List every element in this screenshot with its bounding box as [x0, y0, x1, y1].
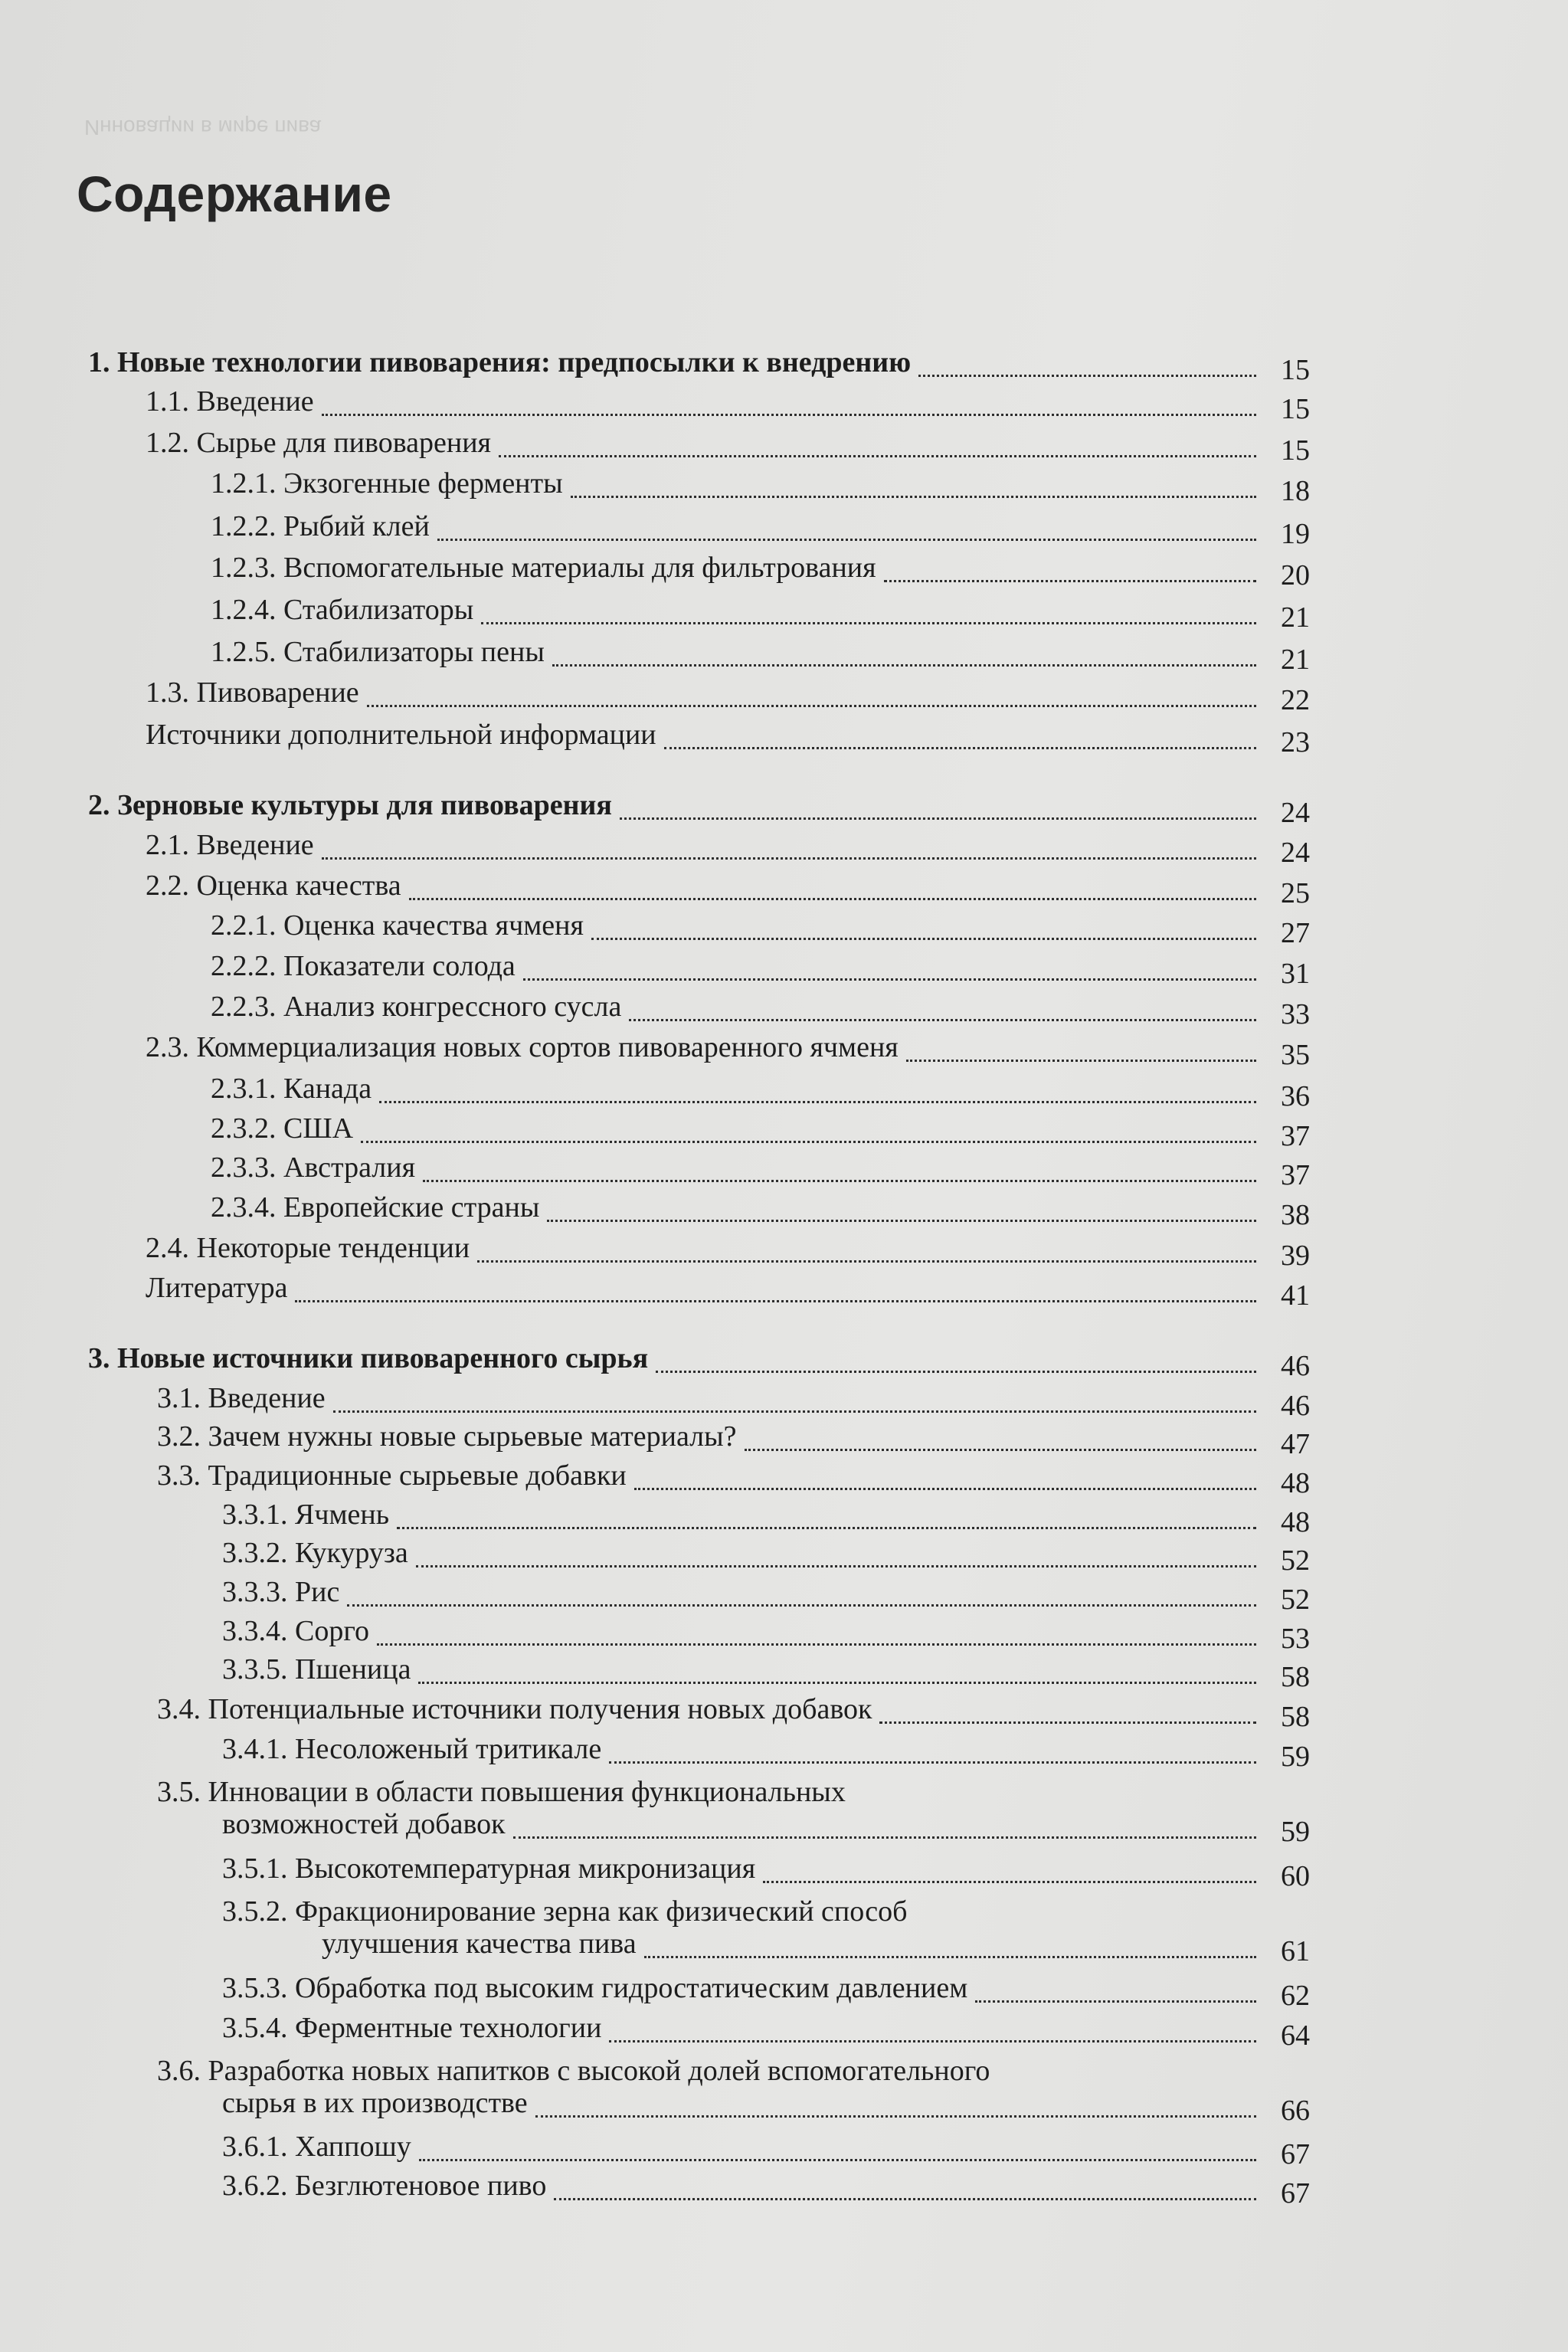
toc-page-number: 22: [1281, 684, 1310, 716]
toc-entry-label: 2. Зерновые культуры для пивоварения: [88, 789, 612, 821]
dot-leader: [347, 1604, 1256, 1607]
toc-page-number: 24: [1281, 797, 1310, 829]
toc-entry-label: 2.4. Некоторые тенденции: [146, 1232, 470, 1264]
toc-entry-label: 1.2.3. Вспомогательные материалы для фильтрования: [211, 552, 876, 584]
toc-page-number: 36: [1281, 1080, 1310, 1112]
toc-entry[interactable]: [0, 862, 1333, 909]
dot-leader: [499, 455, 1256, 457]
toc-entry[interactable]: [0, 1224, 1333, 1272]
toc-entry[interactable]: [0, 942, 1333, 990]
toc-entry-label: 1.2.1. Экзогенные ферменты: [211, 467, 563, 500]
toc-entry-label: 1.3. Пивоварение: [146, 676, 359, 709]
toc-entry-label: Источники дополнительной информации: [146, 719, 656, 751]
dot-leader: [884, 580, 1256, 582]
dot-leader: [379, 1101, 1256, 1103]
dot-leader: [591, 938, 1256, 940]
dot-leader: [745, 1449, 1256, 1451]
toc-entry[interactable]: [0, 2162, 1333, 2210]
dot-leader: [419, 2159, 1256, 2161]
toc-page-number: 38: [1281, 1199, 1310, 1231]
toc-entry-label: 2.3.2. США: [211, 1112, 354, 1145]
toc-entry[interactable]: [0, 419, 1333, 467]
toc-page-number: 58: [1281, 1661, 1310, 1693]
dot-leader: [523, 978, 1256, 981]
toc-page-number: 31: [1281, 958, 1310, 990]
toc-entry[interactable]: [0, 983, 1333, 1030]
dot-leader: [322, 857, 1256, 860]
toc-page-number: 47: [1281, 1428, 1310, 1460]
toc-page-number: 59: [1281, 1816, 1310, 1848]
toc-entry[interactable]: [0, 544, 1333, 591]
toc-entry-label: 3.6.1. Хаппошу: [222, 2131, 411, 2163]
toc-entry[interactable]: [0, 1964, 1333, 2012]
toc-entry[interactable]: [0, 628, 1333, 676]
dot-leader: [513, 1836, 1256, 1839]
toc-page-number: 15: [1281, 434, 1310, 467]
toc-page-number: 24: [1281, 837, 1310, 869]
dot-leader: [477, 1260, 1256, 1263]
toc-page-number: 53: [1281, 1623, 1310, 1655]
toc-entry[interactable]: [0, 503, 1333, 550]
toc-entry-label: 3.2. Зачем нужны новые сырьевые материалы?: [157, 1420, 737, 1453]
toc-entry[interactable]: [0, 1264, 1333, 1312]
toc-entry[interactable]: [0, 1024, 1333, 1071]
toc-entry-label: Литература: [146, 1272, 288, 1304]
toc-page-number: 60: [1281, 1860, 1310, 1892]
toc-entry-label: 1. Новые технологии пивоварения: предпосылки к внедрению: [88, 346, 912, 378]
page-title: Содержание: [77, 165, 392, 222]
dot-leader: [295, 1300, 1256, 1302]
toc-page-number: 52: [1281, 1584, 1310, 1616]
toc-entry-continuation: улучшения качества пива: [322, 1928, 637, 1960]
dot-leader: [656, 1371, 1256, 1373]
toc-page-number: 27: [1281, 917, 1310, 949]
toc-entry-label: 2.2.2. Показатели солода: [211, 950, 516, 982]
toc-page-number: 25: [1281, 877, 1310, 909]
toc-entry-label: 1.2.5. Стабилизаторы пены: [211, 636, 545, 668]
toc-entry-label: 3.6.2. Безглютеновое пиво: [222, 2170, 547, 2202]
toc-page-number: 18: [1281, 475, 1310, 507]
toc-entry-label: 2.3. Коммерциализация новых сортов пивоваренного ячменя: [146, 1031, 899, 1063]
toc-page-number: 21: [1281, 601, 1310, 634]
toc-chapter-entry[interactable]: [0, 781, 1333, 829]
toc-entry-label: 3.5.1. Высокотемпературная микронизация: [222, 1852, 756, 1885]
toc-entry-label: 2.2.3. Анализ конгрессного сусла: [211, 991, 622, 1023]
toc-page-number: 41: [1281, 1279, 1310, 1312]
toc-entry[interactable]: [0, 460, 1333, 507]
toc-page-number: 58: [1281, 1701, 1310, 1733]
toc-entry[interactable]: [0, 1144, 1333, 1191]
toc-entry[interactable]: [0, 821, 1333, 869]
toc-entry-label: 3.1. Введение: [157, 1382, 326, 1414]
toc-entry-continuation: возможностей добавок: [222, 1808, 506, 1840]
toc-page-number: 62: [1281, 1980, 1310, 2012]
toc-chapter-entry[interactable]: [0, 1335, 1333, 1382]
running-header-bleedthrough: Инновации в мире пива: [84, 116, 322, 139]
toc-entry-label: 3. Новые источники пивоваренного сырья: [88, 1342, 649, 1374]
toc-entry-label: 2.1. Введение: [146, 829, 314, 861]
toc-entry-label: 1.2. Сырье для пивоварения: [146, 427, 492, 459]
toc-entry[interactable]: [0, 902, 1333, 949]
toc-entry-label: 3.5.4. Ферментные технологии: [222, 2012, 602, 2044]
toc-entry[interactable]: [0, 2004, 1333, 2052]
dot-leader: [879, 1721, 1256, 1724]
toc-entry[interactable]: [0, 1646, 1333, 1693]
toc-entry[interactable]: [0, 2123, 1333, 2170]
dot-leader: [437, 539, 1256, 541]
toc-page-number: 37: [1281, 1159, 1310, 1191]
dot-leader: [481, 622, 1256, 624]
toc-chapter-entry[interactable]: [0, 339, 1333, 386]
toc-page-number: 46: [1281, 1390, 1310, 1422]
toc-page-number: 15: [1281, 393, 1310, 425]
toc-page-number: 52: [1281, 1545, 1310, 1577]
toc-entry-label: 3.3.1. Ячмень: [222, 1499, 390, 1531]
toc-entry[interactable]: [0, 1413, 1333, 1460]
toc-entry-label: 1.1. Введение: [146, 385, 314, 418]
toc-entry-label: 1.2.4. Стабилизаторы: [211, 594, 474, 626]
toc-page-number: 67: [1281, 2138, 1310, 2170]
toc-page-number: 59: [1281, 1741, 1310, 1773]
toc-page-number: 33: [1281, 998, 1310, 1030]
toc-page-number: 15: [1281, 354, 1310, 386]
toc-entry[interactable]: [0, 669, 1333, 716]
toc-entry[interactable]: [0, 1568, 1333, 1616]
toc-entry-label: 3.4. Потенциальные источники получения новых добавок: [157, 1693, 872, 1725]
toc-entry-label: 3.5. Инновации в области повышения функциональных: [157, 1776, 846, 1808]
toc-page-number: 20: [1281, 559, 1310, 591]
toc-entry-continuation: сырья в их производстве: [222, 2087, 528, 2119]
dot-leader: [416, 1565, 1256, 1567]
dot-leader: [634, 1488, 1256, 1490]
toc-entry-label: 3.3.3. Рис: [222, 1576, 340, 1608]
toc-entry-label: 3.3.4. Сорго: [222, 1615, 369, 1647]
toc-entry-label: 2.3.1. Канада: [211, 1073, 372, 1105]
toc-page-number: 64: [1281, 2020, 1310, 2052]
toc-entry-label: 3.3.2. Кукуруза: [222, 1537, 408, 1569]
dot-leader: [629, 1019, 1256, 1021]
toc-entry-label: 3.5.2. Фракционирование зерна как физический способ: [222, 1895, 908, 1928]
dot-leader: [409, 898, 1256, 900]
toc-entry[interactable]: [0, 1685, 1333, 1733]
toc-page-number: 48: [1281, 1467, 1310, 1499]
dot-leader: [322, 414, 1256, 416]
toc-page-number: 46: [1281, 1350, 1310, 1382]
dot-leader: [906, 1060, 1256, 1062]
toc-page-number: 61: [1281, 1935, 1310, 1967]
toc-page-number: 21: [1281, 644, 1310, 676]
dot-leader: [620, 817, 1256, 820]
toc-entry-label: 3.3.5. Пшеница: [222, 1653, 411, 1685]
toc-entry[interactable]: [0, 1065, 1333, 1112]
dot-leader: [609, 2040, 1256, 2042]
dot-leader: [552, 664, 1256, 667]
toc-entry[interactable]: [0, 1184, 1333, 1231]
toc-page-number: 37: [1281, 1120, 1310, 1152]
toc-entry[interactable]: [0, 1452, 1333, 1499]
dot-leader: [571, 496, 1256, 498]
toc-entry-label: 3.3. Традиционные сырьевые добавки: [157, 1459, 627, 1492]
toc-entry[interactable]: [0, 1105, 1333, 1152]
toc-entry[interactable]: [0, 711, 1333, 758]
dot-leader: [418, 1682, 1256, 1684]
dot-leader: [423, 1180, 1256, 1182]
dot-leader: [554, 2198, 1256, 2200]
dot-leader: [547, 1220, 1256, 1222]
dot-leader: [918, 375, 1256, 377]
dot-leader: [664, 747, 1256, 749]
toc-page-number: 39: [1281, 1240, 1310, 1272]
dot-leader: [609, 1761, 1256, 1764]
toc-entry[interactable]: [0, 1800, 1333, 1848]
toc-entry[interactable]: [0, 1920, 1333, 1967]
dot-leader: [644, 1956, 1256, 1958]
toc-page-number: 67: [1281, 2177, 1310, 2210]
dot-leader: [361, 1141, 1256, 1143]
toc-page-number: 19: [1281, 518, 1310, 550]
dot-leader: [975, 2000, 1256, 2003]
toc-entry-label: 2.3.3. Австралия: [211, 1151, 416, 1184]
toc-entry-label: 3.4.1. Несоложеный тритикале: [222, 1733, 602, 1765]
toc-entry[interactable]: [0, 1529, 1333, 1577]
toc-entry-label: 2.2.1. Оценка качества ячменя: [211, 909, 584, 942]
dot-leader: [367, 705, 1256, 707]
toc-entry[interactable]: [0, 586, 1333, 634]
toc-page-number: 48: [1281, 1506, 1310, 1538]
toc-entry-label: 3.6. Разработка новых напитков с высокой долей вспомогательного: [157, 2055, 990, 2087]
toc-entry-label: 2.2. Оценка качества: [146, 870, 401, 902]
toc-page-number: 35: [1281, 1039, 1310, 1071]
dot-leader: [535, 2115, 1256, 2118]
toc-entry-label: 2.3.4. Европейские страны: [211, 1191, 540, 1223]
toc-entry[interactable]: [0, 1845, 1333, 1892]
toc-page-number: 66: [1281, 2095, 1310, 2127]
toc-entry-label: 1.2.2. Рыбий клей: [211, 510, 430, 542]
toc-page-number: 23: [1281, 726, 1310, 758]
dot-leader: [763, 1881, 1256, 1883]
toc-entry-label: 3.5.3. Обработка под высоким гидростатическим давлением: [222, 1972, 968, 2004]
toc-entry[interactable]: [0, 1725, 1333, 1773]
toc-entry[interactable]: [0, 2079, 1333, 2127]
toc-entry[interactable]: [0, 378, 1333, 425]
